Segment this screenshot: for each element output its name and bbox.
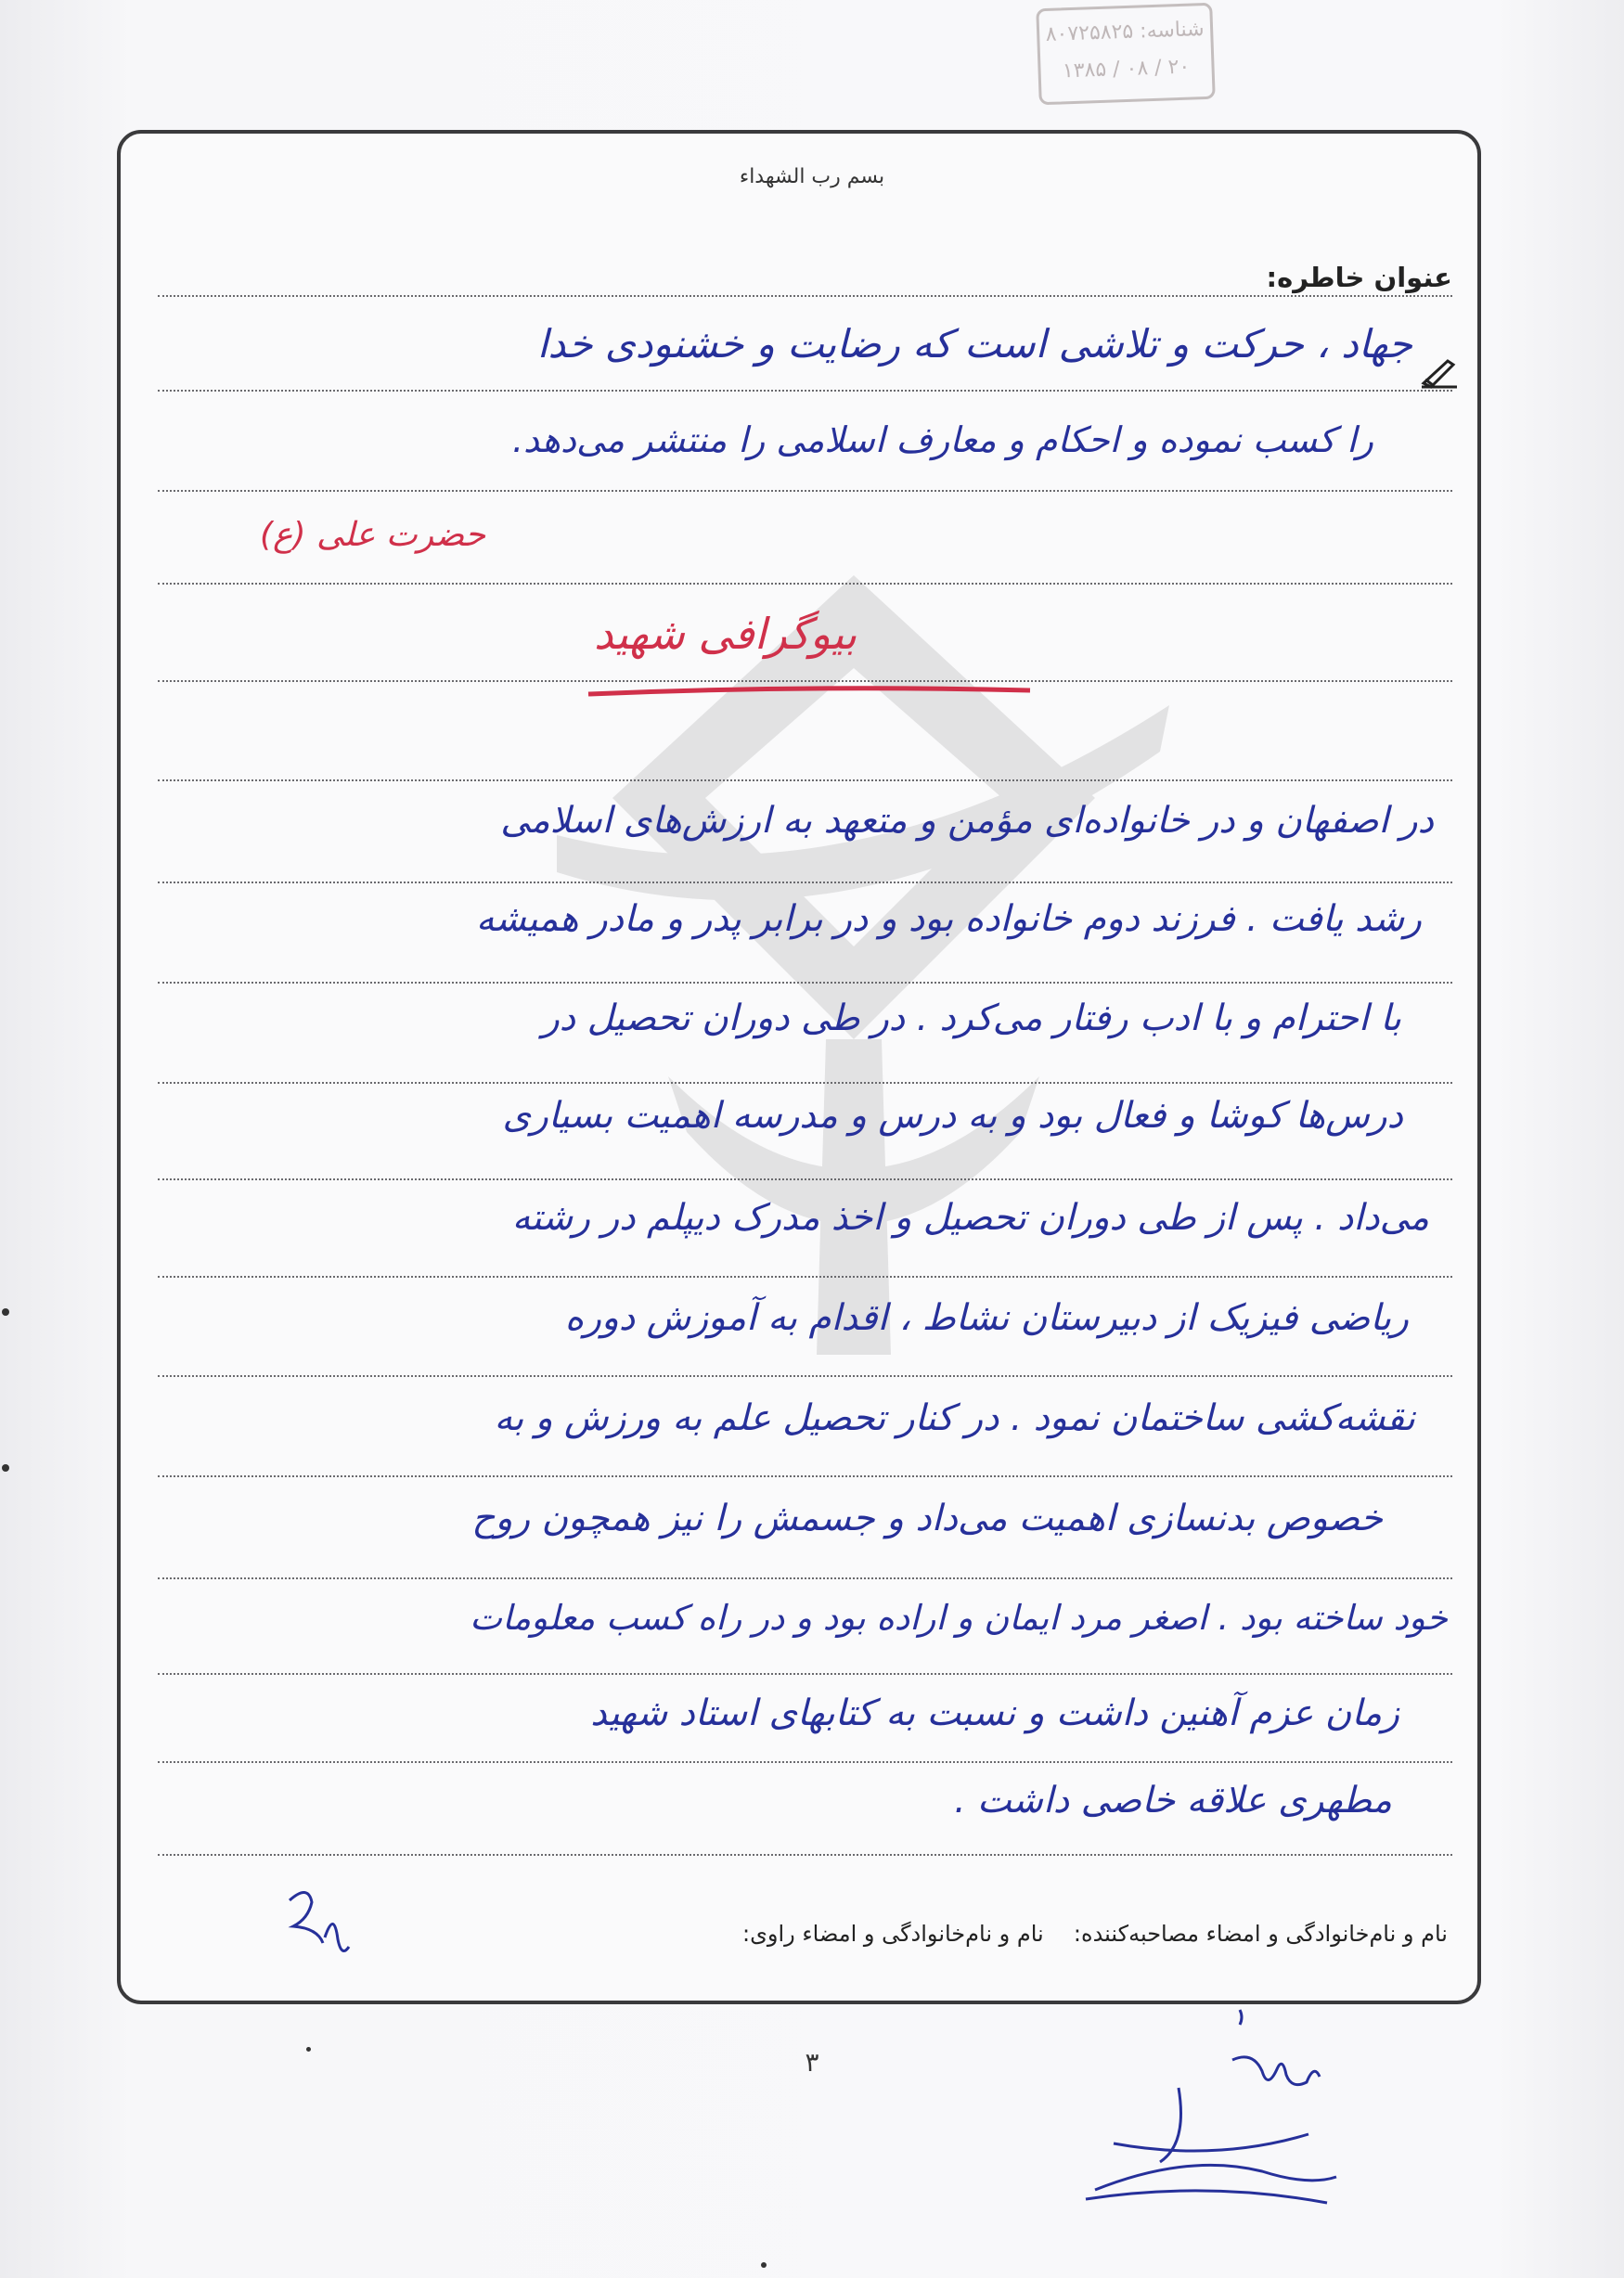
handwritten-heading: بیوگرافی شهید [594, 609, 857, 659]
handwritten-body-line: مطهری علاقه خاصی داشت . [954, 1780, 1392, 1821]
ruled-line [158, 680, 1452, 682]
handwritten-body-line: ریاضی فیزیک از دبیرستان نشاط ، اقدام به آموزش دوره [564, 1297, 1409, 1339]
page-header: بسم رب الشهداء [739, 165, 885, 188]
handwritten-body-line: نقشه‌کشی ساختمان نمود . در کنار تحصیل علم به ورزش و به [494, 1397, 1415, 1439]
heading-underline [586, 683, 1032, 701]
interviewer-signature [1076, 2004, 1346, 2218]
ruled-line [158, 779, 1452, 781]
handwritten-attribution: حضرت علی (ع) [260, 516, 486, 554]
handwritten-quote-line-1: جهاد ، حرکت و تلاشی است که رضایت و خشنودی خدا [536, 321, 1412, 367]
handwritten-quote-line-2: را کسب نموده و احکام و معارف اسلامی را منتشر می‌دهد. [511, 419, 1373, 460]
pen-writing-icon [1420, 355, 1459, 389]
watermark-emblem-icon [520, 557, 1188, 1392]
handwritten-body-line: می‌داد . پس از طی دوران تحصیل و اخذ مدرک دیپلم در رشته [511, 1197, 1429, 1239]
ruled-line [158, 1577, 1452, 1579]
handwritten-body-line: درس‌ها کوشا و فعال بود و به درس و مدرسه اهمیت بسیاری [502, 1095, 1403, 1137]
ruled-line [158, 390, 1452, 392]
scan-mark [306, 2047, 311, 2052]
ruled-line [158, 1375, 1452, 1377]
ruled-line [158, 1276, 1452, 1278]
scan-mark [2, 1464, 9, 1472]
handwritten-body-line: با احترام و با ادب رفتار می‌کرد . در طی دوران تحصیل در [541, 997, 1401, 1039]
ruled-line [158, 490, 1452, 492]
ruled-line [158, 1082, 1452, 1084]
ruled-line [158, 583, 1452, 585]
stamp-line-1: شناسه: ۸۰۷۲۵۸۲۵ [1045, 18, 1205, 46]
ruled-line [158, 1854, 1452, 1856]
scan-mark [761, 2262, 767, 2268]
ruled-line [158, 1475, 1452, 1477]
ruled-line [158, 982, 1452, 984]
handwritten-body-line: زمان عزم آهنین داشت و نسبت به کتابهای استاد شهید [590, 1692, 1399, 1734]
ruled-line [158, 1761, 1452, 1763]
ruled-line [158, 1178, 1452, 1180]
interviewer-signature-label: نام و نام‌خانوادگی و امضاء مصاحبه‌کننده: [1073, 1921, 1448, 1947]
archive-stamp [1036, 3, 1216, 106]
memory-title-label: عنوان خاطره: [1266, 262, 1452, 293]
page-number: ۳ [805, 2047, 819, 2078]
scan-mark [2, 1308, 9, 1316]
narrator-signature-label: نام و نام‌خانوادگی و امضاء راوی: [742, 1921, 1044, 1947]
stamp-line-2: ۲۰ / ۰۸ / ۱۳۸۵ [1062, 55, 1191, 84]
ruled-line [158, 882, 1452, 883]
handwritten-body-line: خصوص بدنسازی اهمیت می‌داد و جسمش را نیز همچون روح [471, 1498, 1383, 1539]
handwritten-body-line: خود ساخته بود . اصغر مرد ایمان و اراده بود و در راه کسب معلومات [470, 1598, 1448, 1638]
handwritten-body-line: رشد یافت . فرزند دوم خانواده بود و در برابر پدر و مادر همیشه [475, 898, 1422, 940]
ruled-line [158, 295, 1452, 297]
ruled-line [158, 1673, 1452, 1675]
narrator-signature [280, 1882, 354, 1965]
handwritten-body-line: در اصفهان و در خانواده‌ای مؤمن و متعهد به ارزش‌های اسلامی [500, 800, 1434, 842]
